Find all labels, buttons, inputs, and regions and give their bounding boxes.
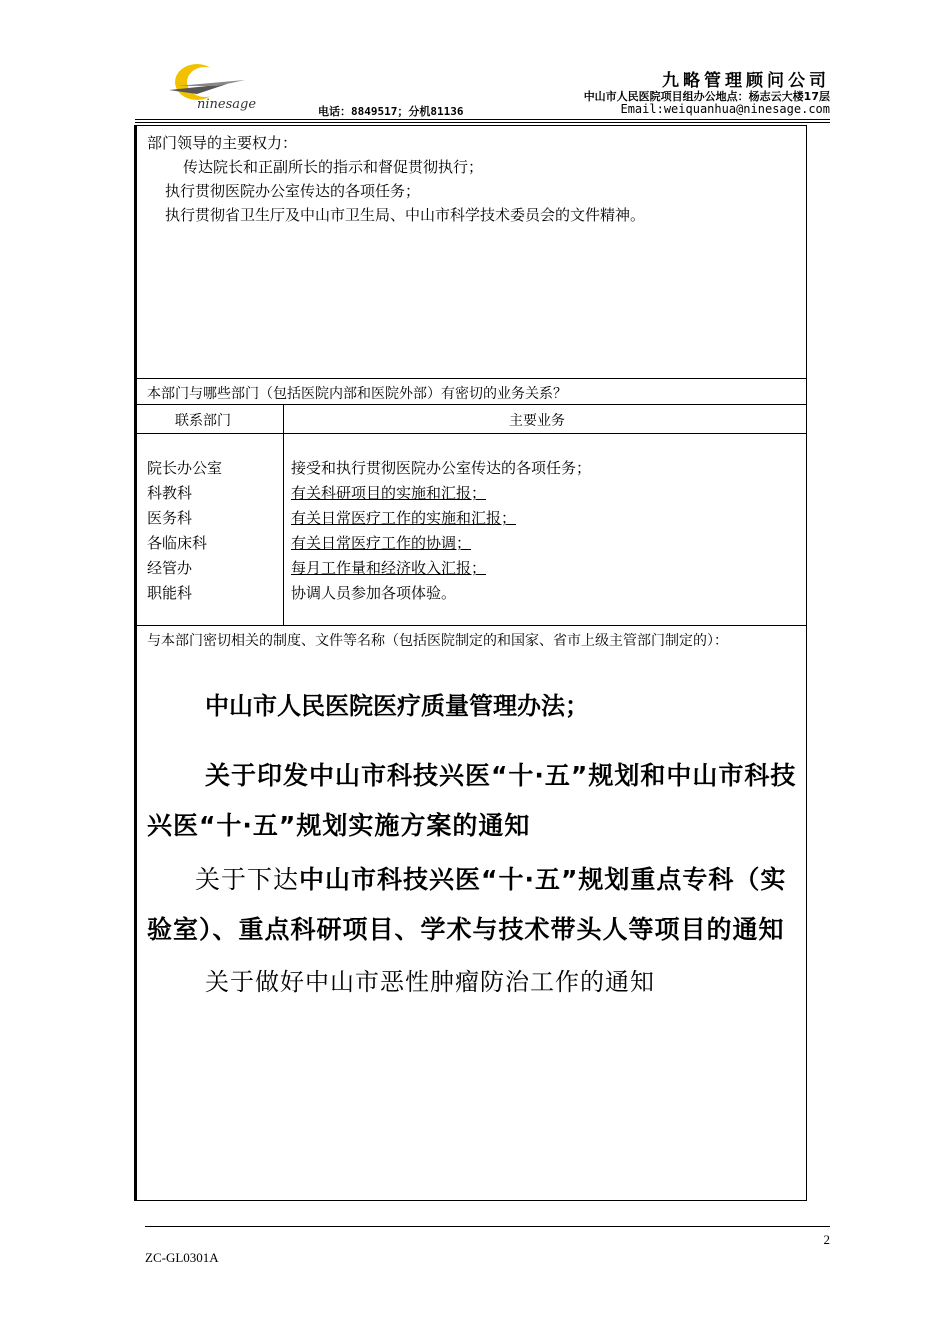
office-address: 中山市人民医院项目组办公地点：杨志云大楼17层 xyxy=(583,90,830,103)
form-table xyxy=(134,125,807,1201)
department-name: 职能科 xyxy=(147,584,193,602)
document-code: ZC-GL0301A xyxy=(145,1250,219,1265)
authority-item: 传达院长和正副所长的指示和督促贯彻执行； xyxy=(183,158,484,176)
regulation-doc-title: 中山市科技兴医“十·五”规划重点专科（实验室）、重点科研项目、学术与技术带头人等项目的通知 xyxy=(147,865,787,944)
footer-divider xyxy=(145,1226,830,1227)
row-divider xyxy=(137,625,806,626)
phone-number: 电话：8849517；分机81136 xyxy=(318,105,464,118)
department-name: 经管办 xyxy=(147,559,193,577)
logo-text: ninesage xyxy=(197,97,257,112)
header-divider-secondary xyxy=(135,122,830,123)
authority-item: 执行贯彻省卫生厅及中山市卫生局、中山市科学技术委员会的文件精神。 xyxy=(165,206,646,224)
column-divider xyxy=(283,404,284,626)
page-number: 2 xyxy=(823,1232,830,1247)
regulation-doc: 关于印发中山市科技兴医“十·五”规划和中山市科技兴医“十·五”规划实施方案的通知 xyxy=(147,761,797,840)
regulation-doc: 关于做好中山市恶性肿瘤防治工作的通知 xyxy=(205,968,655,996)
column-header-department: 联系部门 xyxy=(175,413,231,429)
business-item: 接受和执行贯彻医院办公室传达的各项任务； xyxy=(291,459,592,477)
regulations-question: 与本部门密切相关的制度、文件等名称（包括医院制定的和国家、省市上级主管部门制定的）： xyxy=(147,633,728,649)
authority-title: 部门领导的主要权力： xyxy=(147,134,298,152)
regulation-doc: 中山市人民医院医疗质量管理办法； xyxy=(205,692,589,720)
department-name: 各临床科 xyxy=(147,534,208,552)
business-list xyxy=(291,456,591,606)
row-divider xyxy=(137,404,806,405)
authority-section xyxy=(147,131,645,227)
department-name: 医务科 xyxy=(147,509,193,527)
business-item: 有关科研项目的实施和汇报； xyxy=(291,484,487,502)
regulation-documents xyxy=(147,681,802,1007)
business-item: 每月工作量和经济收入汇报； xyxy=(291,559,487,577)
row-divider xyxy=(137,433,806,434)
relations-question: 本部门与哪些部门（包括医院内部和医院外部）有密切的业务关系？ xyxy=(147,386,567,402)
company-logo xyxy=(157,60,267,120)
business-item: 有关日常医疗工作的实施和汇报； xyxy=(291,509,517,527)
ninesage-logo-icon xyxy=(157,60,267,120)
business-item: 协调人员参加各项体验。 xyxy=(291,584,457,602)
authority-item: 执行贯彻医院办公室传达的各项任务； xyxy=(165,182,421,200)
column-header-business: 主要业务 xyxy=(509,413,565,429)
regulation-doc xyxy=(147,855,802,955)
department-name: 院长办公室 xyxy=(147,459,223,477)
regulation-doc-prefix: 关于下达 xyxy=(195,865,300,894)
company-name: 九略管理顾问公司 xyxy=(662,71,830,91)
row-divider xyxy=(137,378,806,379)
department-list xyxy=(147,456,222,606)
department-name: 科教科 xyxy=(147,484,193,502)
business-item: 有关日常医疗工作的协调； xyxy=(291,534,472,552)
header-divider xyxy=(135,119,830,120)
email-address: Email:weiquanhua@ninesage.com xyxy=(620,102,830,116)
